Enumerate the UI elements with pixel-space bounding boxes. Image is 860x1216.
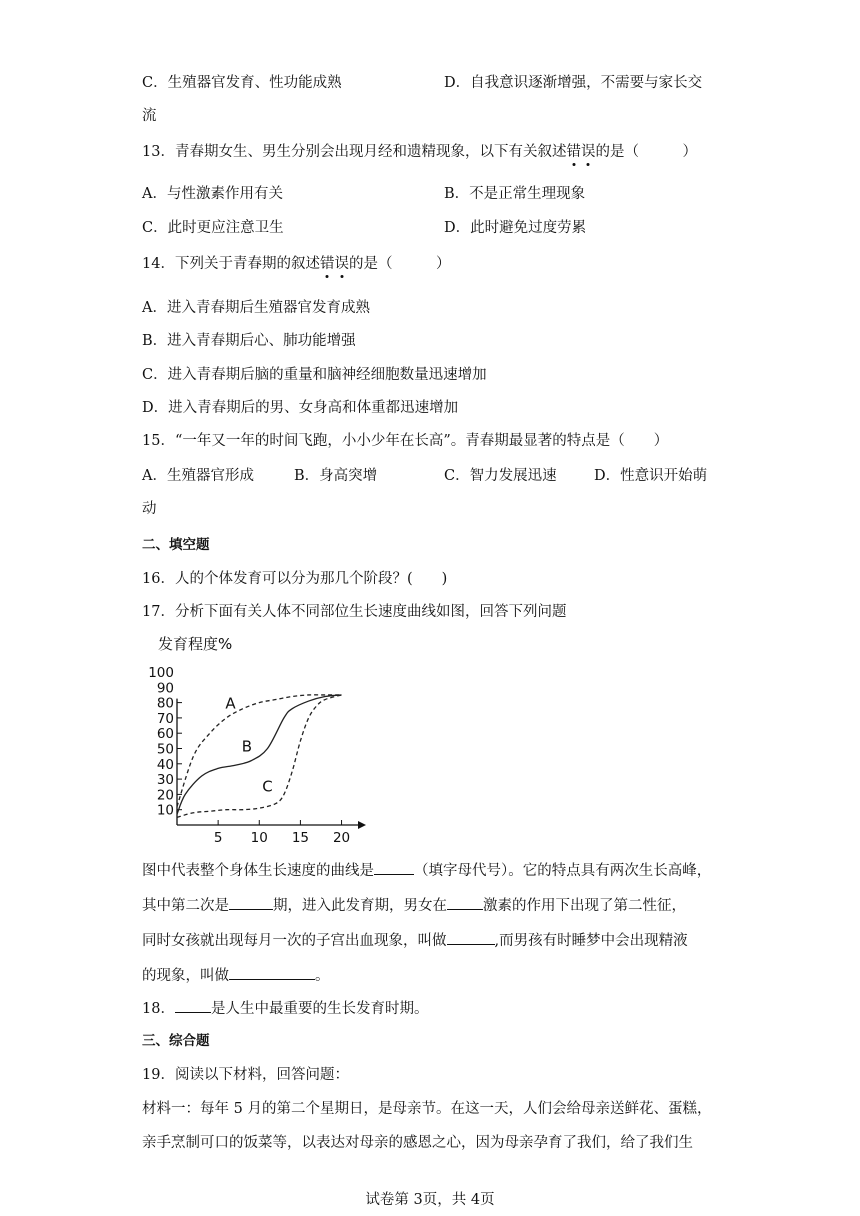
section-heading-fill-in: 二、填空题 <box>142 537 210 553</box>
chart-y-tick-label: 80 <box>156 695 174 712</box>
chart-x-tick-label: 15 <box>291 830 310 845</box>
answer-blank[interactable] <box>229 964 315 980</box>
q12-option-d-continuation: 流 <box>142 108 157 124</box>
q15-stem: 15．“一年又一年的时间飞跑，小小少年在长高”。青春期最显著的特点是（ ） <box>142 433 669 449</box>
q13-option-d: D．此时避免过度劳累 <box>444 220 587 236</box>
q15-option-b: B．身高突增 <box>294 468 378 484</box>
q14-option-d: D．进入青春期后的男、女身高和体重都迅速增加 <box>142 400 459 416</box>
chart-y-tick-label: 10 <box>156 802 174 819</box>
chart-y-tick-label: 100 <box>148 665 174 681</box>
chart-axes <box>177 699 366 829</box>
chart-x-tick-label: 10 <box>250 830 268 845</box>
q17-line-1: 图中代表整个身体生长速度的曲线是 （填字母代号）。它的特点具有两次生长高峰， <box>142 859 711 881</box>
chart-y-tick-label: 70 <box>156 710 174 727</box>
q15-option-d-continuation: 动 <box>142 501 157 517</box>
q14-option-a: A．进入青春期后生殖器官发育成熟 <box>142 300 370 316</box>
chart-y-tick-label: 50 <box>156 741 174 758</box>
q12-option-d: D．自我意识逐渐增强，不需要与家长交 <box>444 75 703 91</box>
q19-material-line-2: 亲手烹制可口的饭菜等，以表达对母亲的感恩之心，因为母亲孕育了我们，给了我们生 <box>142 1135 693 1151</box>
q15-option-a: A．生殖器官形成 <box>142 468 254 484</box>
section-heading-comprehensive: 三、综合题 <box>142 1033 210 1049</box>
chart-curve-labels <box>225 695 272 796</box>
chart-curve-label-A: A <box>225 694 236 713</box>
emphasis-char: 错 <box>320 256 335 272</box>
growth-curve-chart <box>140 630 380 845</box>
chart-series-B <box>177 695 342 814</box>
q16-stem: 16．人的个体发育可以分为那几个阶段？( ) <box>142 571 448 587</box>
answer-blank[interactable] <box>175 997 211 1013</box>
q15-option-c: C．智力发展迅速 <box>444 468 557 484</box>
q13-option-a: A．与性激素作用有关 <box>142 186 283 202</box>
chart-x-tick-label: 5 <box>213 830 223 845</box>
chart-x-tick-label: 20 <box>332 830 351 845</box>
chart-curve-label-B: B <box>241 737 253 756</box>
q19-stem: 19．阅读以下材料，回答问题： <box>142 1067 349 1083</box>
q17-line-4: 的现象，叫做 。 <box>142 964 330 986</box>
chart-y-tick-label: 30 <box>156 772 174 789</box>
answer-blank[interactable] <box>447 929 495 945</box>
q12-option-c: C．生殖器官发育、性功能成熟 <box>142 75 342 91</box>
emphasis-char: 误 <box>581 144 596 160</box>
q18-stem: 18． 是人生中最重要的生长发育时期。 <box>142 997 428 1019</box>
chart-series-group <box>177 695 342 818</box>
chart-y-axis-label: 发育程度% <box>158 635 233 653</box>
q13-stem: 13．青春期女生、男生分别会出现月经和遗精现象，以下有关叙述错 误 的是（ ） <box>142 142 697 162</box>
q17-stem: 17．分析下面有关人体不同部位生长速度曲线如图，回答下列问题 <box>142 604 567 620</box>
chart-y-tick-label: 60 <box>156 726 174 743</box>
q13-option-b: B．不是正常生理现象 <box>444 186 586 202</box>
emphasis-char: 误 <box>334 256 349 272</box>
emphasis-char: 错 <box>566 144 581 160</box>
q14-stem: 14．下列关于青春期的叙述错 误 的是（ ） <box>142 254 450 274</box>
chart-x-axis-arrow <box>358 821 366 829</box>
chart-y-tick-label: 90 <box>156 680 174 697</box>
q15-option-d: D．性意识开始萌 <box>594 468 708 484</box>
q17-line-2: 其中第二次是 期，进入此发育期，男女在 激素的作用下出现了第二性征， <box>142 894 686 916</box>
chart-y-tick-label: 20 <box>156 787 174 804</box>
chart-curve-label-C: C <box>262 777 273 796</box>
chart-y-tick-label: 40 <box>156 756 174 773</box>
q14-option-b: B．进入青春期后心、肺功能增强 <box>142 333 356 349</box>
q14-option-c: C．进入青春期后脑的重量和脑神经细胞数量迅速增加 <box>142 367 487 383</box>
q17-line-3: 同时女孩就出现每月一次的子宫出血现象，叫做 ,而男孩有时睡梦中会出现精液 <box>142 929 688 951</box>
answer-blank[interactable] <box>374 859 414 875</box>
q13-option-c: C．此时更应注意卫生 <box>142 220 284 236</box>
page-footer: 试卷第 3页，共 4页 <box>365 1192 495 1208</box>
answer-blank[interactable] <box>229 894 273 910</box>
chart-series-A <box>177 695 342 807</box>
q19-material-line-1: 材料一：每年 5 月的第二个星期日，是母亲节。在这一天，人们会给母亲送鲜花、蛋糕， <box>142 1101 712 1117</box>
answer-blank[interactable] <box>447 894 483 910</box>
